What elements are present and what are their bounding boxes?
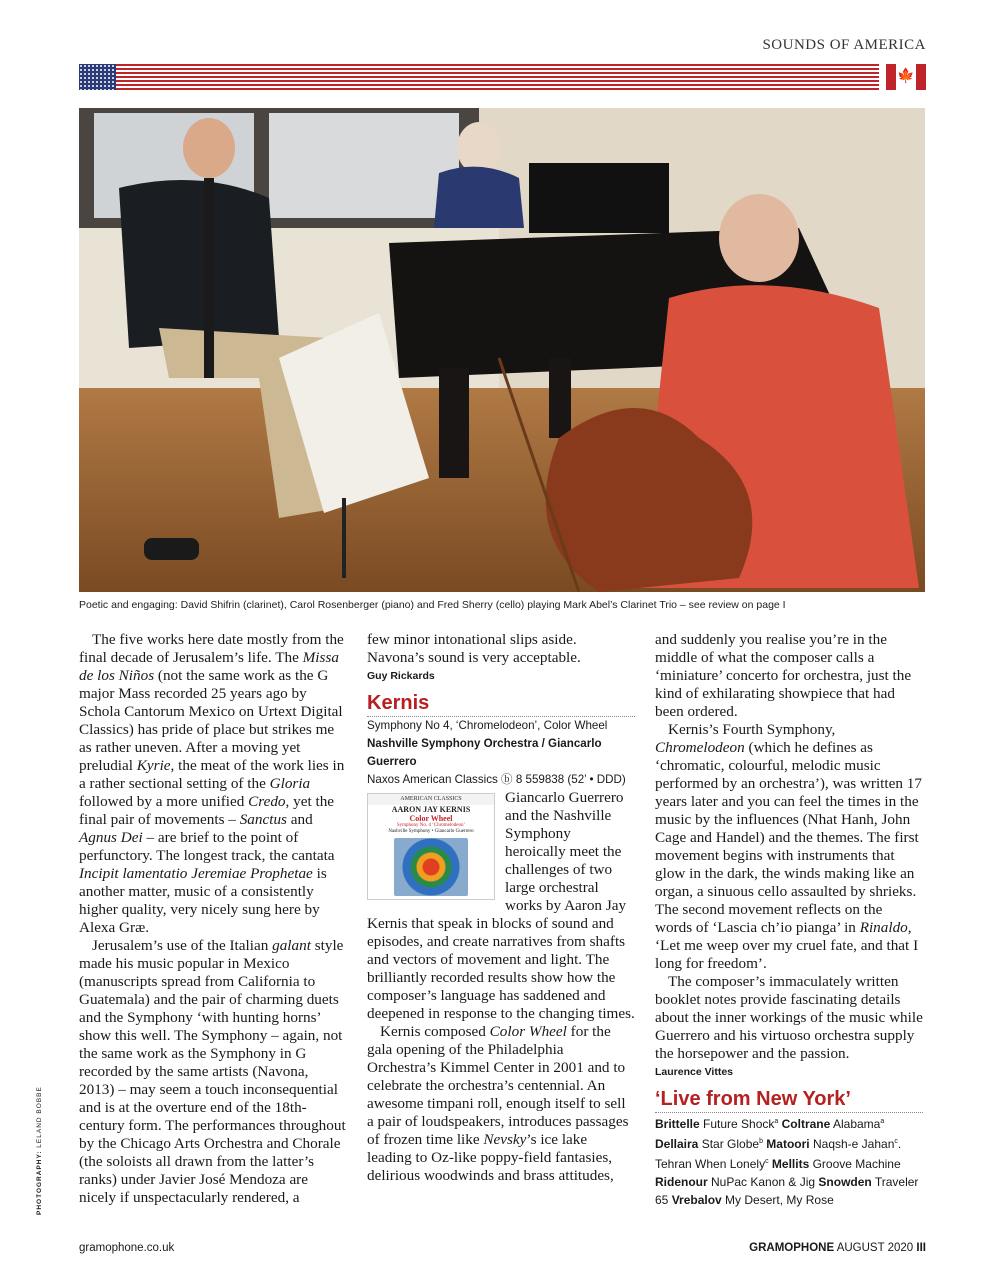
text-run: few minor intonational slips aside. Navona’s sound is very acceptable. bbox=[367, 631, 581, 666]
text-run: b bbox=[759, 1138, 763, 1145]
text-run: for the gala opening of the Philadelphia Orchestra’s Kimmel Center in 2001 and to celebrate the orchestra’s centennial. An awesome timpani roll, enough itself to sell a pair of loudspeakers, introduces passages of frozen time like bbox=[367, 1023, 629, 1148]
text-run: ’s ice lake leading to Oz-like poppy-field fantasies, delirious woodwinds and brass attitudes, bbox=[367, 1131, 614, 1184]
paragraph bbox=[655, 721, 923, 973]
paragraph bbox=[367, 1023, 635, 1185]
review-works: Symphony No 4, ‘Chromelodeon’, Color Wheel bbox=[367, 719, 608, 732]
credit-name: LELAND BOBBE bbox=[36, 1086, 43, 1148]
text-run: – are brief to the point of perfunctory. The longest track, the cantata bbox=[79, 829, 335, 864]
text-run: . Tehran When Lonely bbox=[655, 1137, 902, 1171]
italic-text: Missa de los Niños bbox=[79, 649, 339, 684]
text-run: (not the same work as the G major Mass recorded 25 years ago by Schola Cantorum Mexico on Urtext Digital Classics) has pride of place but strikes me as rather uneven. After a moving yet preludial bbox=[79, 667, 343, 774]
cover-composer: AARON JAY KERNIS bbox=[391, 804, 471, 814]
italic-text: Credo bbox=[248, 793, 286, 810]
text-run: , the meat of the work lies in a rather sectional setting of the bbox=[79, 757, 345, 792]
review-performers: Nashville Symphony Orchestra / Giancarlo Guerrero bbox=[367, 737, 602, 768]
bold-text: Vrebalov bbox=[671, 1193, 722, 1207]
footer-page: III bbox=[916, 1242, 926, 1254]
column-1-body bbox=[79, 631, 347, 1207]
us-flag-icon bbox=[79, 64, 879, 90]
us-flag-union bbox=[79, 64, 116, 90]
review-heading: Kernis bbox=[367, 691, 635, 717]
paragraph bbox=[79, 631, 347, 937]
text-run: , yet the final pair of movements – bbox=[79, 793, 335, 828]
text-run: c bbox=[894, 1138, 898, 1145]
text-run: Future Shock bbox=[699, 1117, 775, 1131]
bold-text: Coltrane bbox=[778, 1117, 831, 1131]
review-byline: Guy Rickards bbox=[367, 670, 435, 682]
text-run: c bbox=[765, 1158, 769, 1165]
trio-photo bbox=[79, 108, 925, 592]
bold-text: Brittelle bbox=[655, 1117, 700, 1131]
footer-magazine: GRAMOPHONE bbox=[749, 1242, 835, 1254]
text-run: Traveler 65 bbox=[655, 1175, 919, 1207]
text-run: and bbox=[286, 811, 313, 828]
text-run: Kernis composed bbox=[380, 1023, 490, 1040]
next-review-heading: ‘Live from New York’ bbox=[655, 1087, 923, 1113]
cover-series: AMERICAN CLASSICS bbox=[368, 794, 494, 805]
italic-text: Agnus Dei bbox=[79, 829, 143, 846]
paragraph bbox=[655, 973, 923, 1063]
bold-text: Ridenour bbox=[655, 1175, 708, 1189]
text-run: Kernis’s Fourth Symphony, bbox=[668, 721, 836, 738]
footer-folio bbox=[749, 1242, 926, 1254]
cover-title: Color Wheel bbox=[409, 814, 453, 824]
italic-text: Gloria bbox=[269, 775, 311, 792]
section-title: SOUNDS OF AMERICA bbox=[762, 37, 926, 53]
bold-text: Matoori bbox=[762, 1137, 810, 1151]
text-run: and suddenly you realise you’re in the middle of what the composer calls a ‘miniature’ concerto for orchestra, just the kind of exhilarating showpiece that had been ordered. bbox=[655, 631, 912, 720]
italic-text: Kyrie bbox=[136, 757, 171, 774]
column-1 bbox=[79, 631, 347, 1207]
text-run: is another matter, music of a consistently higher quality, very nicely sung here by Alexa Græ. bbox=[79, 865, 327, 936]
text-run: (which he defines as ‘chromatic, colourful, melodic music performed by an orchestra’), was written 17 years later and you can feel the times in the music by the influences (Nhat Hanh, John Cage and Handel) and the themes. The first movement begins with instruments that glow in the dark, the winds making like an organ, a sinuous cello assaulted by shrieks. The second movement reflects on the words of ‘Lascia ch’io pianga’ in bbox=[655, 739, 922, 936]
review-byline-2: Laurence Vittes bbox=[655, 1066, 734, 1078]
canada-flag-icon: 🍁 bbox=[886, 64, 926, 90]
column-2-lead bbox=[367, 631, 635, 667]
paragraph bbox=[79, 937, 347, 1207]
italic-text: Chromelodeon bbox=[655, 739, 745, 756]
text-run: The composer’s immaculately written booklet notes provide fascinating details about the inner workings of the music while Guerrero and his virtuoso orchestra supply the horsepower and the passion. bbox=[655, 973, 923, 1062]
text-run: The five works here date mostly from the final decade of Jerusalem’s life. The bbox=[79, 631, 344, 666]
footer-issue: AUGUST 2020 bbox=[836, 1242, 914, 1254]
column-3-body bbox=[655, 631, 923, 1063]
text-run: Jerusalem’s use of the Italian bbox=[92, 937, 273, 954]
photo-credit bbox=[36, 1086, 43, 1215]
column-2 bbox=[367, 631, 635, 1185]
bold-text: Dellaira bbox=[655, 1137, 699, 1151]
album-cover bbox=[367, 793, 495, 900]
text-run: a bbox=[880, 1118, 885, 1125]
italic-text: Rinaldo bbox=[859, 919, 908, 936]
cover-artists: Nashville Symphony • Giancarlo Guerrero bbox=[388, 829, 474, 835]
text-run: followed by a more unified bbox=[79, 793, 249, 810]
italic-text: galant bbox=[272, 937, 311, 954]
italic-text: Nevsky bbox=[483, 1131, 527, 1148]
text-run: Alabama bbox=[830, 1117, 881, 1131]
text-run: style made his music popular in Mexico (manuscripts spread from California to Guatemala) and the pair of charming duets and the Symphony ‘with hunting horns’ show this well. The Symphony – again, not the same work as the Symphony in G recorded by the same artists (Navona, 2013) – may seem a touch inconsequential and is at the overture end of the 18th-century form. The performances throughout by the Chicago Arts Orchestra and Chorale (the soloists all drawn from the latter’s ranks) under Javier José Mendoza are nicely if unspectacularly rendered, a bbox=[79, 937, 346, 1206]
text-run: NuPac Kanon & Jig bbox=[707, 1175, 819, 1189]
text-run: My Desert, My Rose bbox=[721, 1193, 834, 1207]
review-label: Naxos American Classics ⓑ 8 559838 (52’ • DDD) bbox=[367, 773, 626, 786]
bold-text: Mellits bbox=[768, 1157, 810, 1171]
photo-caption: Poetic and engaging: David Shifrin (clarinet), Carol Rosenberger (piano) and Fred Sherry (cello) playing Mark Abel’s Clarinet Trio – see review on page I bbox=[79, 599, 786, 611]
next-review-contents bbox=[655, 1113, 923, 1209]
italic-text: Sanctus bbox=[239, 811, 287, 828]
text-run: Naqsh-e Jahan bbox=[809, 1137, 895, 1151]
text-run: Groove Machine bbox=[809, 1157, 901, 1171]
text-run: , ‘Let me weep over my cruel fate, and that I long for freedom’. bbox=[655, 919, 919, 972]
credit-label: PHOTOGRAPHY: bbox=[36, 1150, 43, 1215]
bold-text: Snowden bbox=[818, 1175, 872, 1189]
paragraph bbox=[367, 631, 635, 667]
footer-website[interactable]: gramophone.co.uk bbox=[79, 1242, 175, 1254]
text-run: a bbox=[774, 1118, 779, 1125]
italic-text: Incipit lamentatio Jeremiae Prophetae bbox=[79, 865, 313, 882]
cover-subtitle: Symphony No. 4 ‘Chromelodeon’ bbox=[396, 823, 466, 829]
text-run: Giancarlo Guerrero and the Nashville Symphony heroically meet the challenges of two large orchestral works by Aaron Jay Kernis that speak in blocks of sound and episodes, and create narratives from shafts and vectors of movement and light. The brilliantly recorded results show how the composer’s language has saddened and deepened in response to the changing times. bbox=[367, 789, 635, 1022]
text-run: Star Globe bbox=[698, 1137, 760, 1151]
italic-text: Color Wheel bbox=[489, 1023, 567, 1040]
cover-artwork bbox=[394, 838, 468, 896]
paragraph bbox=[655, 631, 923, 721]
column-3 bbox=[655, 631, 923, 1209]
